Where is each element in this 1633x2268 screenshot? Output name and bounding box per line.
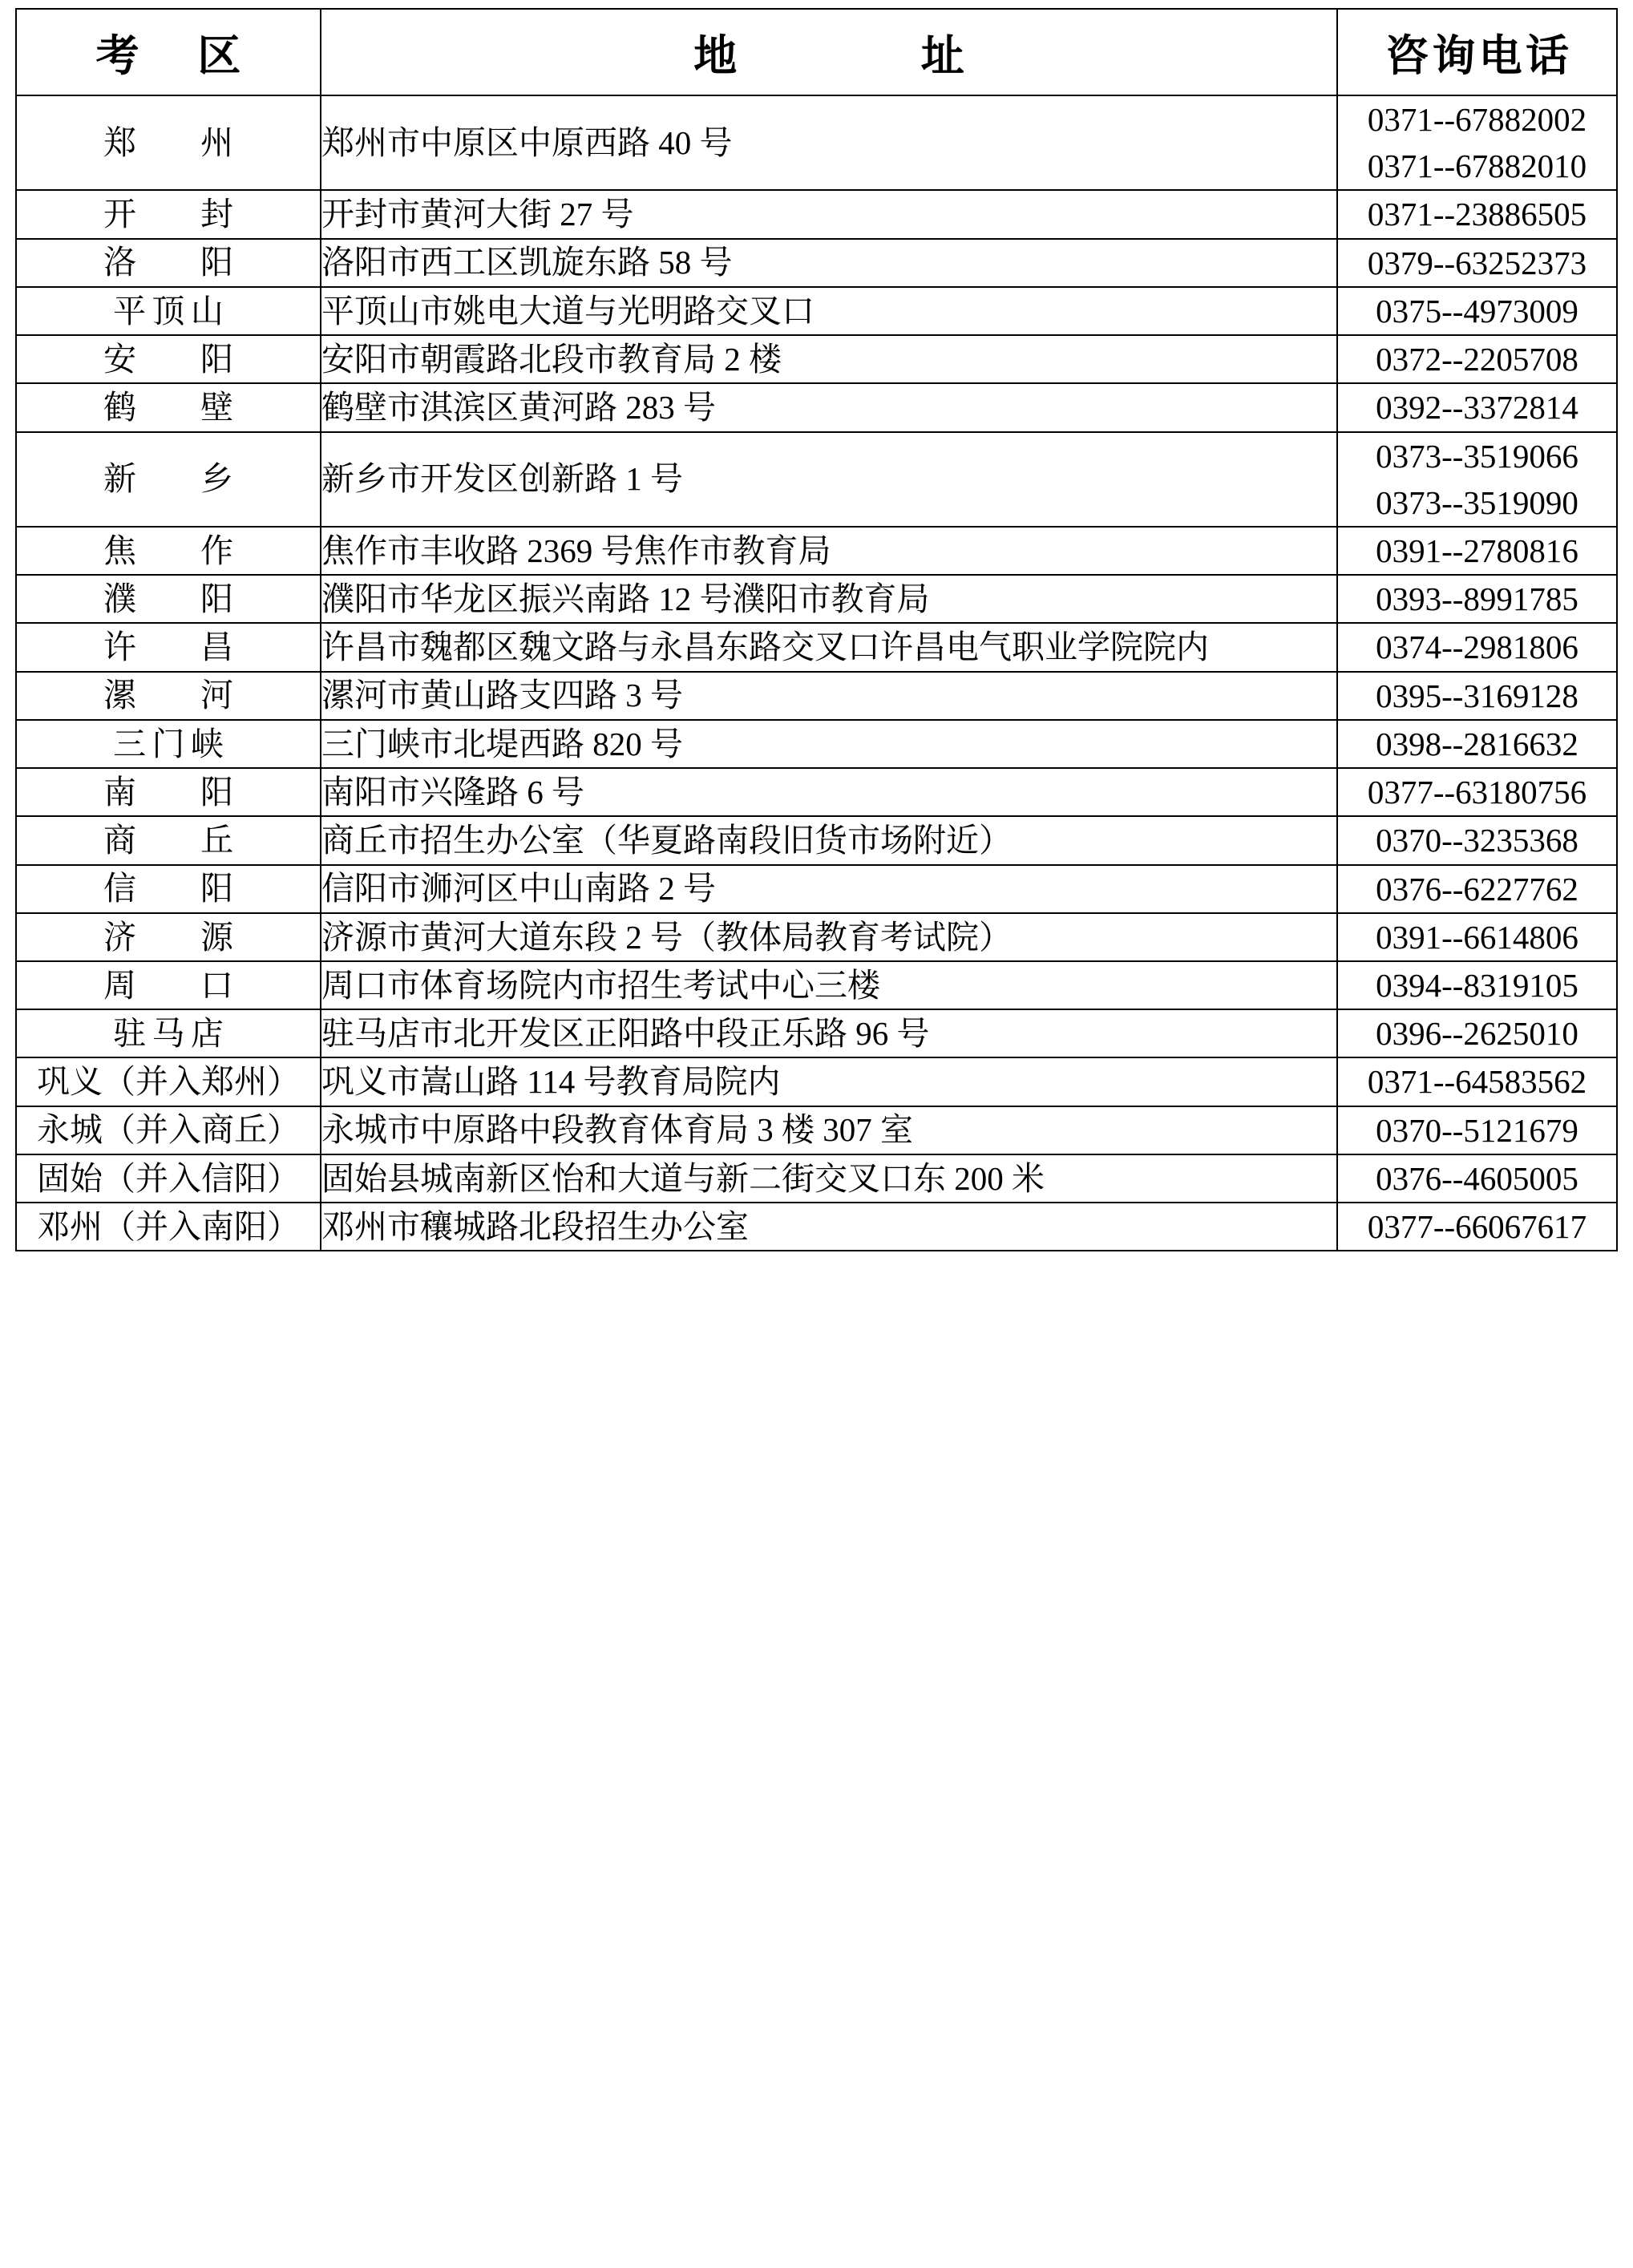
phone-number: 0372--2205708 bbox=[1376, 341, 1578, 378]
phone-number: 0371--23886505 bbox=[1367, 196, 1587, 233]
table-row bbox=[16, 816, 1617, 864]
column-header-area: 考 区 bbox=[16, 9, 321, 95]
table-header-row bbox=[16, 9, 1617, 95]
area-label: 驻马店 bbox=[113, 1014, 230, 1052]
cell-area bbox=[16, 1203, 321, 1251]
cell-phone bbox=[1337, 913, 1617, 961]
table-row bbox=[16, 383, 1617, 431]
cell-area bbox=[16, 527, 321, 575]
cell-phone bbox=[1337, 190, 1617, 238]
phone-number: 0371--67882002 bbox=[1367, 101, 1587, 138]
cell-address: 平顶山市姚电大道与光明路交叉口 bbox=[321, 287, 1337, 335]
cell-address: 濮阳市华龙区振兴南路 12 号濮阳市教育局 bbox=[321, 575, 1337, 623]
cell-area bbox=[16, 383, 321, 431]
table-row bbox=[16, 672, 1617, 720]
table-row bbox=[16, 865, 1617, 913]
cell-phone bbox=[1337, 720, 1617, 768]
cell-address: 焦作市丰收路 2369 号焦作市教育局 bbox=[321, 527, 1337, 575]
cell-address: 洛阳市西工区凯旋东路 58 号 bbox=[321, 239, 1337, 287]
cell-address: 永城市中原路中段教育体育局 3 楼 307 室 bbox=[321, 1106, 1337, 1154]
area-label: 安 阳 bbox=[103, 340, 261, 378]
cell-address: 南阳市兴隆路 6 号 bbox=[321, 768, 1337, 816]
table-row bbox=[16, 961, 1617, 1009]
exam-districts-table bbox=[15, 8, 1618, 1251]
cell-area bbox=[16, 1106, 321, 1154]
cell-phone bbox=[1337, 239, 1617, 287]
phone-number: 0376--6227762 bbox=[1376, 870, 1578, 908]
table-row bbox=[16, 913, 1617, 961]
table-row bbox=[16, 623, 1617, 671]
table-row bbox=[16, 768, 1617, 816]
cell-area bbox=[16, 95, 321, 190]
cell-phone bbox=[1337, 287, 1617, 335]
cell-address: 商丘市招生办公室（华夏路南段旧货市场附近） bbox=[321, 816, 1337, 864]
area-label: 开 封 bbox=[103, 196, 261, 233]
cell-phone bbox=[1337, 1203, 1617, 1251]
cell-area bbox=[16, 672, 321, 720]
table-row bbox=[16, 1203, 1617, 1251]
cell-phone bbox=[1337, 527, 1617, 575]
phone-number: 0396--2625010 bbox=[1376, 1015, 1578, 1053]
area-label: 漯 河 bbox=[103, 677, 261, 714]
cell-address: 鹤壁市淇滨区黄河路 283 号 bbox=[321, 383, 1337, 431]
table-row bbox=[16, 1106, 1617, 1154]
area-label: 新 乡 bbox=[103, 460, 261, 498]
phone-number: 0371--67882010 bbox=[1367, 148, 1587, 185]
table-row bbox=[16, 287, 1617, 335]
phone-number: 0370--5121679 bbox=[1376, 1111, 1578, 1149]
cell-address: 驻马店市北开发区正阳路中段正乐路 96 号 bbox=[321, 1009, 1337, 1057]
area-label: 济 源 bbox=[103, 918, 261, 956]
cell-address: 邓州市穰城路北段招生办公室 bbox=[321, 1203, 1337, 1251]
cell-address: 巩义市嵩山路 114 号教育局院内 bbox=[321, 1057, 1337, 1106]
cell-phone bbox=[1337, 432, 1617, 527]
phone-number: 0376--4605005 bbox=[1376, 1159, 1578, 1197]
cell-phone bbox=[1337, 1009, 1617, 1057]
cell-area bbox=[16, 1057, 321, 1106]
cell-phone bbox=[1337, 961, 1617, 1009]
cell-area bbox=[16, 913, 321, 961]
cell-address: 新乡市开发区创新路 1 号 bbox=[321, 432, 1337, 527]
table-row bbox=[16, 527, 1617, 575]
area-label: 商 丘 bbox=[103, 822, 261, 859]
cell-area bbox=[16, 239, 321, 287]
area-label: 平顶山 bbox=[113, 292, 230, 329]
cell-phone bbox=[1337, 623, 1617, 671]
table-row bbox=[16, 720, 1617, 768]
table-row bbox=[16, 575, 1617, 623]
area-label: 郑 州 bbox=[103, 123, 261, 161]
cell-address: 开封市黄河大街 27 号 bbox=[321, 190, 1337, 238]
cell-phone bbox=[1337, 1154, 1617, 1203]
column-header-address: 地 址 bbox=[321, 9, 1337, 95]
phone-number: 0377--63180756 bbox=[1367, 774, 1587, 811]
phone-number: 0374--2981806 bbox=[1376, 629, 1578, 666]
cell-area bbox=[16, 432, 321, 527]
table-row bbox=[16, 432, 1617, 527]
cell-phone bbox=[1337, 575, 1617, 623]
table-row bbox=[16, 1057, 1617, 1106]
cell-area bbox=[16, 865, 321, 913]
phone-number: 0370--3235368 bbox=[1376, 822, 1578, 859]
cell-area bbox=[16, 768, 321, 816]
cell-address: 固始县城南新区怡和大道与新二街交叉口东 200 米 bbox=[321, 1154, 1337, 1203]
table-row bbox=[16, 1154, 1617, 1203]
area-label: 三门峡 bbox=[113, 725, 230, 762]
area-label: 信 阳 bbox=[103, 870, 261, 908]
phone-number: 0375--4973009 bbox=[1376, 292, 1578, 329]
area-label: 巩义（并入郑州） bbox=[37, 1063, 300, 1101]
area-label: 周 口 bbox=[103, 966, 261, 1004]
table-row bbox=[16, 239, 1617, 287]
cell-area bbox=[16, 287, 321, 335]
cell-phone bbox=[1337, 672, 1617, 720]
table-header bbox=[16, 9, 1617, 95]
phone-number: 0393--8991785 bbox=[1376, 580, 1578, 618]
cell-phone bbox=[1337, 1057, 1617, 1106]
table-row bbox=[16, 95, 1617, 190]
area-label: 鹤 壁 bbox=[103, 389, 261, 427]
table-row bbox=[16, 190, 1617, 238]
phone-number: 0391--2780816 bbox=[1376, 532, 1578, 569]
cell-area bbox=[16, 720, 321, 768]
cell-phone bbox=[1337, 95, 1617, 190]
phone-number: 0379--63252373 bbox=[1367, 244, 1587, 281]
cell-address: 周口市体育场院内市招生考试中心三楼 bbox=[321, 961, 1337, 1009]
cell-phone bbox=[1337, 816, 1617, 864]
table-row bbox=[16, 335, 1617, 383]
cell-area bbox=[16, 335, 321, 383]
cell-phone bbox=[1337, 1106, 1617, 1154]
area-label: 邓州（并入南阳） bbox=[37, 1207, 300, 1245]
phone-number: 0392--3372814 bbox=[1376, 389, 1578, 427]
cell-address: 三门峡市北堤西路 820 号 bbox=[321, 720, 1337, 768]
cell-area bbox=[16, 1154, 321, 1203]
area-label: 濮 阳 bbox=[103, 580, 261, 617]
cell-address: 济源市黄河大道东段 2 号（教体局教育考试院） bbox=[321, 913, 1337, 961]
area-label: 永城（并入商丘） bbox=[37, 1111, 300, 1149]
area-label: 焦 作 bbox=[103, 532, 261, 569]
cell-address: 漯河市黄山路支四路 3 号 bbox=[321, 672, 1337, 720]
cell-address: 安阳市朝霞路北段市教育局 2 楼 bbox=[321, 335, 1337, 383]
cell-area bbox=[16, 575, 321, 623]
cell-address: 信阳市浉河区中山南路 2 号 bbox=[321, 865, 1337, 913]
phone-number: 0373--3519066 bbox=[1376, 437, 1578, 475]
column-header-phone: 咨询电话 bbox=[1337, 9, 1617, 95]
cell-area bbox=[16, 190, 321, 238]
cell-area bbox=[16, 1009, 321, 1057]
cell-phone bbox=[1337, 335, 1617, 383]
phone-number: 0398--2816632 bbox=[1376, 725, 1578, 762]
cell-phone bbox=[1337, 768, 1617, 816]
cell-phone bbox=[1337, 383, 1617, 431]
cell-area bbox=[16, 961, 321, 1009]
phone-number: 0377--66067617 bbox=[1367, 1208, 1587, 1246]
phone-number: 0371--64583562 bbox=[1367, 1063, 1587, 1101]
cell-area bbox=[16, 816, 321, 864]
table-row bbox=[16, 1009, 1617, 1057]
area-label: 南 阳 bbox=[103, 773, 261, 811]
phone-number: 0391--6614806 bbox=[1376, 918, 1578, 956]
phone-number: 0394--8319105 bbox=[1376, 966, 1578, 1004]
area-label: 洛 阳 bbox=[103, 244, 261, 281]
area-label: 固始（并入信阳） bbox=[37, 1159, 300, 1197]
cell-address: 许昌市魏都区魏文路与永昌东路交叉口许昌电气职业学院院内 bbox=[321, 623, 1337, 671]
cell-address: 郑州市中原区中原西路 40 号 bbox=[321, 95, 1337, 190]
table-body bbox=[16, 95, 1617, 1251]
phone-number: 0373--3519090 bbox=[1376, 483, 1578, 521]
area-label: 许 昌 bbox=[103, 629, 261, 666]
phone-number: 0395--3169128 bbox=[1376, 677, 1578, 714]
cell-phone bbox=[1337, 865, 1617, 913]
cell-area bbox=[16, 623, 321, 671]
